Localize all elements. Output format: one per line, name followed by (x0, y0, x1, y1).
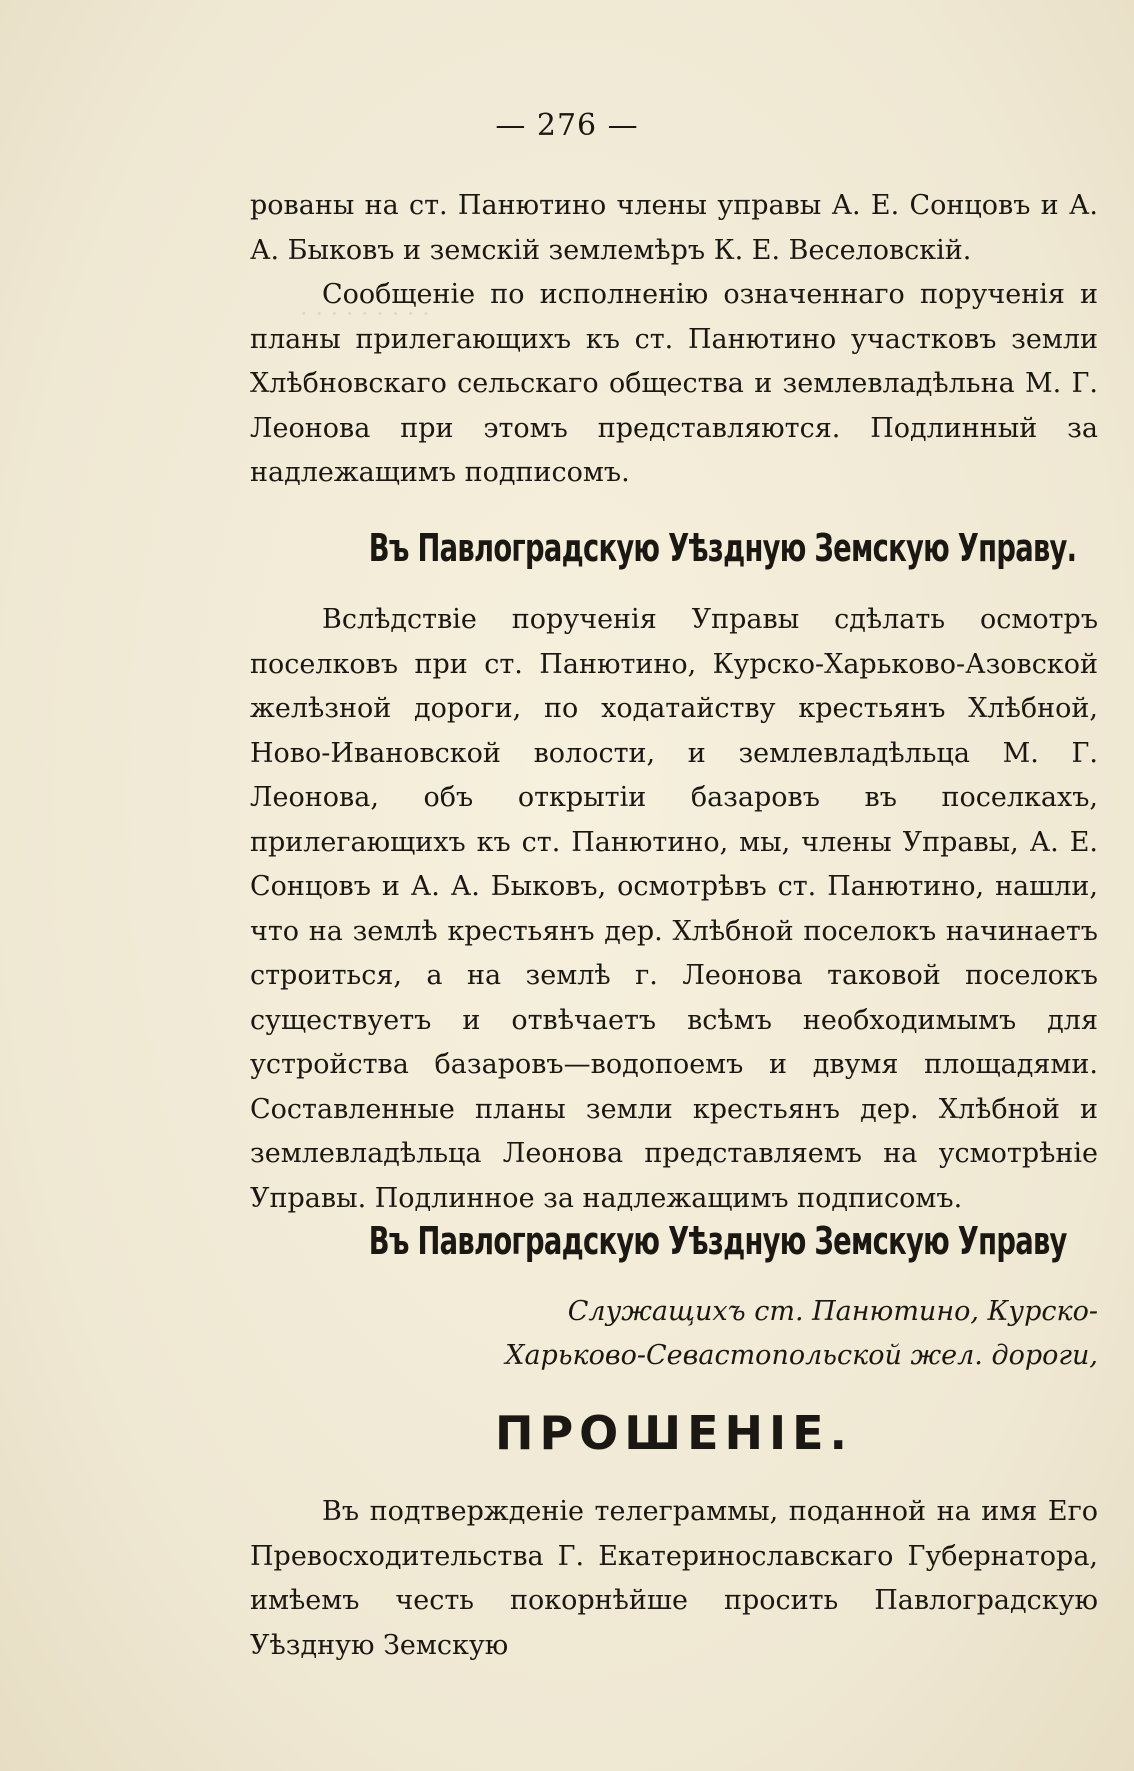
address-line-2: Харьково-Севастопольской жел. дороги, (505, 1340, 1098, 1371)
petition-paragraph: Въ подтвержденіе телеграммы, поданной на имя Его Превосходительства Г. Екатеринославскаго Губернатора, имѣемъ честь покорнѣйше просить Павлоградскую Уѣздную Земскую (250, 1496, 1098, 1661)
report-paragraph: Вслѣдствіе порученія Управы сдѣлать осмотръ поселковъ при ст. Панютино, Курско-Харьково-Азовской желѣзной дороги, по ходатайству крестьянъ Хлѣбной, Ново-Ивановской волости, и землевладѣльца М. Г. Леонова, объ открытіи базаровъ въ поселкахъ, прилегающихъ къ ст. Панютино, мы, члены Управы, А. Е. Сонцовъ и А. А. Быковъ, осмотрѣвъ ст. Панютино, нашли, что на землѣ крестьянъ дер. Хлѣбной поселокъ начинаетъ строиться, а на землѣ г. Леонова таковой поселокъ существуетъ и отвѣчаетъ всѣмъ необходимымъ для устройства базаровъ—водопоемъ и двумя площадями. Составленные планы земли крестьянъ дер. Хлѣбной и землевладѣльца Леонова представляемъ на усмотрѣніе Управы. Подлинное за надлежащимъ подписомъ. (250, 604, 1098, 1214)
show-through-decoration: · · · · · · · · · (300, 300, 430, 328)
petition-text (250, 1490, 1098, 1668)
intro-paragraph-1: рованы на ст. Панютино члены управы А. Е. Сонцовъ и А. А. Быковъ и земскій землемѣръ К. Е. Веселовскій. (250, 190, 1098, 266)
intro-paragraph-2: Сообщеніе по исполненію означеннаго порученія и планы прилегающихъ къ ст. Панютино участковъ земли Хлѣбновскаго сельскаго общества и землевладѣльна М. Г. Леонова при этомъ представляются. Подлинный за надлежащимъ подписомъ. (250, 279, 1098, 488)
address-line-1: Служащихъ ст. Панютино, Курско- (567, 1296, 1098, 1327)
heading-1: Въ Павлоградскую Уѣздную Земскую Управу. (368, 526, 1077, 570)
address-block (505, 1290, 1098, 1378)
intro-text (250, 184, 1098, 496)
petition-title: ПРОШЕНІЕ. (494, 1406, 854, 1460)
heading-2: Въ Павлоградскую Уѣздную Земскую Управу (368, 1219, 1067, 1263)
page-number: — 276 — (495, 108, 639, 143)
report-text (250, 598, 1098, 1221)
